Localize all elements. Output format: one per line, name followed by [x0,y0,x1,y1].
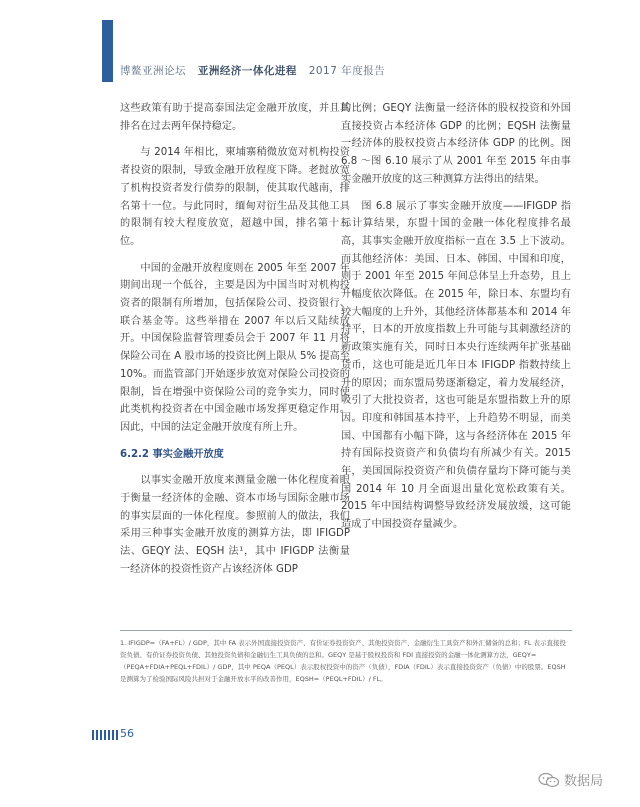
paragraph: 与 2014 年相比，柬埔寨稍微放宽对机构投资者投资的限制，导致金融开放程度下降。老挝放宽了机构投资者发行债券的限制，使其取代越南，排名第十一位。与此同时，缅甸对衍生品及其他工具的限制有较大程度放宽，超越中国，排名第十三位。 [120,147,350,247]
page-number: 56 [120,727,134,740]
footer-stripes [92,730,118,740]
footnote-divider [120,630,572,631]
paragraph: 图 6.8 展示了事实金融开放度——IFIGDP 指标计算结果，东盟十国的金融一体化程度排名最高，其事实金融开放度指标一直在 3.5 上下波动。而其他经济体：美国、日本、韩国、中国和印度，则于 2001 年至 2015 年间总体呈上升态势，且上升幅度依次降低。在 2015 年，除日本、东盟均有较大幅度的上升外，其他经济体都基本和 2014 年持平，日本的开放度指数上升可能与其刺激经济的新政策实施有关，同时日本央行连续两年扩张基础货币，这也可能是近几年日本 IFIGDP 指数持续上升的原因；而东盟局势逐渐稳定，着力发展经济，吸引了大批投资者，这也可能是东盟指数上升的原因。印度和韩国基本持平，上升趋势不明显，而美国、中国都有小幅下降，这与各经济体在 2015 年持有国际投资资产和负债均有所减少有关。2015 年，美国国际投资资产和负债存量均下降可能与美国 2014 年 10 月全面退出量化宽松政策有关。2015 年中国结构调整导致经济发展放缓，这可能造成了中国投资存量减少。 [341,200,571,531]
paragraph: 这些政策有助于提高泰国法定金融开放度，并且其排名在过去两年保持稳定。 [120,103,350,132]
header-subtitle: 2017 年度报告 [308,65,386,77]
section-heading: 6.2.2 事实金融开放度 [120,448,224,460]
watermark [538,770,603,789]
watermark-text: 数据局 [564,774,604,789]
paragraph: 以事实金融开放度来测量金融一体化程度着眼于衡量一经济体的金融、资本市场与国际金融市场的事实层面的一体化程度。参照前人的做法，我们采用三种事实金融开放度的测算方法，即 IFIGDP 法、GEQY 法、EQSH 法¹，其中 IFIGDP 法衡量一经济体的投资性资产占该经济体 GDP [120,475,350,575]
footnote: 1. IFIGDP=（FA+FL）/ GDP，其中 FA 表示外国直接投资资产、有价证券投资资产、其他投资资产、金融衍生工具资产和外汇储备的总和；FL 表示直接投资负债、有价证券投资负债、其他投资负债和金融衍生工具负债的总和。GEQY 是基于股权投资和 FDI 直接投资的金融一体化测算方法，GEQY=（PEQA+FDIA+PEQL+FDIL）/ GDP，其中 PEQA（PEQL）表示股权投资中的资产（负债），FDIA（FDIL）表示直接投资资产（负债）中的股票。EQSH 是测算为了检验国际风险共担对于金融开放水平的改善作用，EQSH=（PEQL+FDIL）/ FL。 [120,639,567,683]
left-column [120,100,350,588]
header-title: 亚洲经济一体化进程 [197,65,297,77]
header-forum: 博鳌亚洲论坛 [120,65,186,77]
wechat-icon [538,772,560,788]
side-accent-bar [102,20,113,82]
right-column [341,100,571,543]
paragraph: 的比例；GEQY 法衡量一经济体的股权投资和外国直接投资占本经济体 GDP 的比例；EQSH 法衡量一经济体的股权投资占本经济体 GDP 的比例。图 6.8 ～图 6.10 展示了从 2001 年至 2015 年由事实金融开放度的这三种测算方法得出的结果。 [341,103,571,185]
running-header [120,63,385,78]
paragraph: 中国的金融开放程度则在 2005 年至 2007 年期间出现一个低谷，主要是因为中国当时对机构投资者的限制有所增加，包括保险公司、投资银行、联合基金等。这些举措在 2007 年以后又陆续放开。中国保险监督管理委员会于 2007 年 11 月将保险公司在 A 股市场的投资比例上限从 5% 提高至 10%。而监管部门开始逐步放宽对保险公司投资的限制，旨在增强中资保险公司的竞争实力，同时使此类机构投资者在中国金融市场发挥更稳定作用。因此，中国的法定金融开放度有所上升。 [120,262,350,433]
